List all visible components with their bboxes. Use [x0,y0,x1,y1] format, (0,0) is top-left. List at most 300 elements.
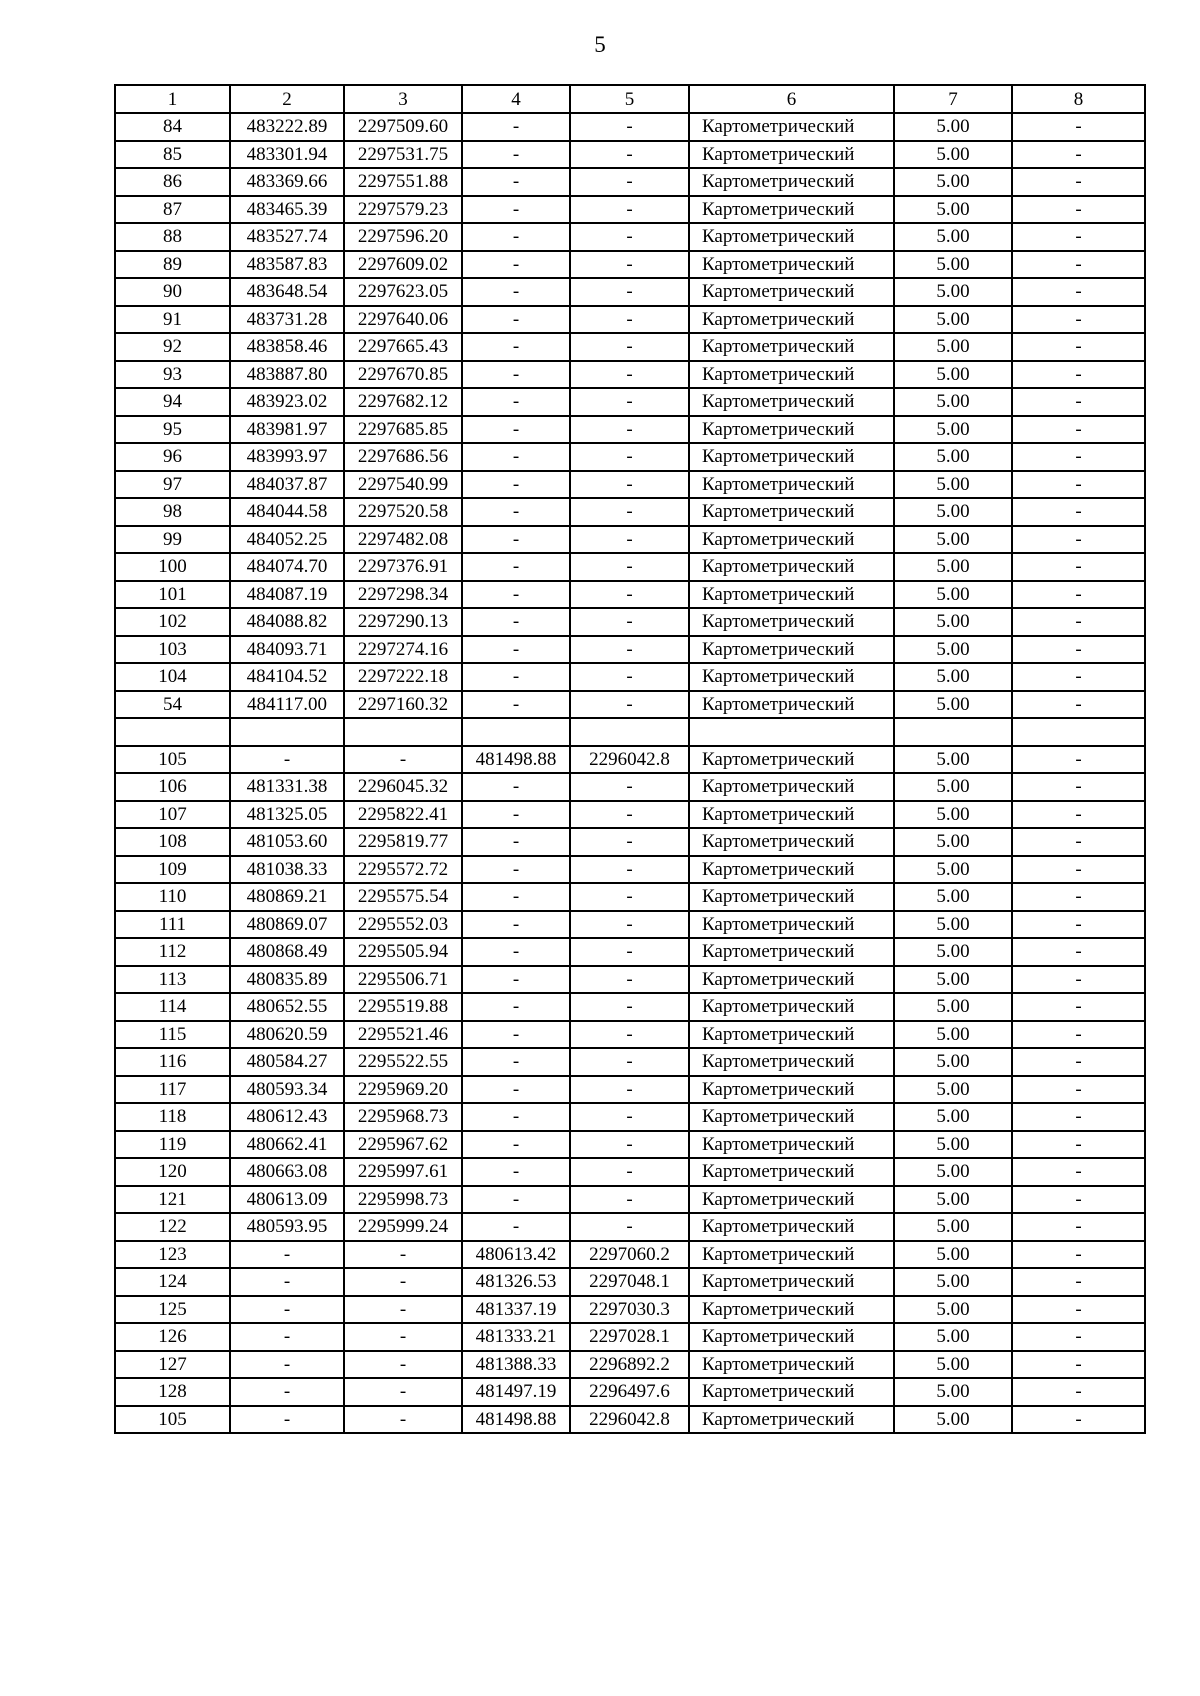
table-cell: - [1012,966,1145,994]
table-cell: 5.00 [894,361,1012,389]
table-row [115,938,1145,966]
table-cell: 5.00 [894,1076,1012,1104]
table-cell: - [1012,361,1145,389]
table-cell: Картометрический [689,1323,894,1351]
table-row [115,498,1145,526]
table-cell: 108 [115,828,230,856]
table-cell: 2297579.23 [344,196,462,224]
table-cell: 2295521.46 [344,1021,462,1049]
table-row [115,1351,1145,1379]
table-row [115,1213,1145,1241]
table-cell: - [1012,746,1145,774]
table-cell: 2295819.77 [344,828,462,856]
coordinates-table [114,84,1146,1434]
table-cell: 2296042.8 [570,1406,689,1434]
table-cell: - [462,388,570,416]
table-cell: Картометрический [689,828,894,856]
table-cell: Картометрический [689,498,894,526]
table-cell: 5.00 [894,801,1012,829]
table-cell: 95 [115,416,230,444]
table-cell: - [1012,828,1145,856]
table-cell: - [462,1021,570,1049]
table-cell: 480835.89 [230,966,344,994]
table-row [115,636,1145,664]
table-cell: 480613.09 [230,1186,344,1214]
table-cell: - [570,416,689,444]
table-cell: - [344,1323,462,1351]
table-cell: 2296497.6 [570,1378,689,1406]
table-cell: - [570,773,689,801]
table-cell: 88 [115,223,230,251]
table-cell: - [1012,333,1145,361]
table-cell: 122 [115,1213,230,1241]
table-cell: 114 [115,993,230,1021]
table-cell: 107 [115,801,230,829]
table-cell: - [344,1241,462,1269]
table-cell: 113 [115,966,230,994]
table-row [115,196,1145,224]
table-cell: 5.00 [894,113,1012,141]
table-cell: 5.00 [894,1103,1012,1131]
table-row [115,856,1145,884]
table-cell: Картометрический [689,278,894,306]
table-body [115,85,1145,1433]
table-cell: - [1012,1323,1145,1351]
table-cell: 5.00 [894,251,1012,279]
table-cell: - [570,333,689,361]
table-cell: 105 [115,1406,230,1434]
table-cell: - [570,553,689,581]
table-cell: 2297686.56 [344,443,462,471]
table-row [115,223,1145,251]
table-cell: - [462,223,570,251]
table-cell: - [1012,223,1145,251]
table-cell: - [1012,141,1145,169]
table-cell: Картометрический [689,1268,894,1296]
table-cell: - [1012,691,1145,719]
table-cell: Картометрический [689,993,894,1021]
table-cell: 2297028.1 [570,1323,689,1351]
table-cell: - [344,1268,462,1296]
table-cell: - [1012,526,1145,554]
table-cell: - [462,141,570,169]
table-row [115,1186,1145,1214]
table-cell: - [1012,911,1145,939]
table-cell: - [570,1158,689,1186]
table-cell: 2297376.91 [344,553,462,581]
table-cell: 2297030.3 [570,1296,689,1324]
table-cell: 483981.97 [230,416,344,444]
table-cell: 97 [115,471,230,499]
table-row [115,471,1145,499]
table-cell: - [570,471,689,499]
table-cell: 2297222.18 [344,663,462,691]
table-cell: 484052.25 [230,526,344,554]
table-cell: - [1012,1048,1145,1076]
table-row [115,1323,1145,1351]
table-cell: 5.00 [894,141,1012,169]
table-header-row [115,85,1145,113]
table-cell: 481038.33 [230,856,344,884]
table-cell: 483587.83 [230,251,344,279]
table-cell: - [570,1186,689,1214]
table-cell: - [1012,1351,1145,1379]
table-cell: Картометрический [689,773,894,801]
table-cell: 480613.42 [462,1241,570,1269]
table-cell: - [570,526,689,554]
table-cell: 5.00 [894,773,1012,801]
table-cell: 2295969.20 [344,1076,462,1104]
table-cell: - [570,883,689,911]
table-cell: - [1012,471,1145,499]
table-cell: 480662.41 [230,1131,344,1159]
table-row [115,361,1145,389]
table-cell: 2295552.03 [344,911,462,939]
table-cell: Картометрический [689,223,894,251]
table-cell: 2297482.08 [344,526,462,554]
table-cell: - [1012,1406,1145,1434]
table-row [115,911,1145,939]
table-cell: - [570,663,689,691]
table-cell: - [462,443,570,471]
table-cell: 2297609.02 [344,251,462,279]
table-cell: 100 [115,553,230,581]
table-cell: 5.00 [894,553,1012,581]
table-cell: - [1012,663,1145,691]
table-cell: - [462,333,570,361]
table-cell: 484037.87 [230,471,344,499]
table-cell: 481498.88 [462,1406,570,1434]
table-row [115,718,1145,746]
table-cell: 2297623.05 [344,278,462,306]
table-cell: 110 [115,883,230,911]
table-cell: 5.00 [894,526,1012,554]
table-cell: 5.00 [894,471,1012,499]
table-cell: Картометрический [689,911,894,939]
table-cell: 5.00 [894,1048,1012,1076]
header-cell: 7 [894,85,1012,113]
table-cell: Картометрический [689,1131,894,1159]
table-cell: 5.00 [894,1158,1012,1186]
table-cell: Картометрический [689,966,894,994]
table-cell: - [344,1351,462,1379]
table-cell: 2295997.61 [344,1158,462,1186]
table-cell: - [1012,278,1145,306]
table-cell: - [570,966,689,994]
table-cell: - [570,113,689,141]
table-cell: 2296892.2 [570,1351,689,1379]
table-row [115,1131,1145,1159]
table-cell: - [1012,1076,1145,1104]
table-row [115,251,1145,279]
table-cell: 5.00 [894,966,1012,994]
table-cell: 87 [115,196,230,224]
table-cell: - [570,168,689,196]
table-cell: - [462,966,570,994]
table-row [115,608,1145,636]
table-cell: 484104.52 [230,663,344,691]
table-cell: - [570,1048,689,1076]
table-cell [230,718,344,746]
table-row [115,1076,1145,1104]
header-cell: 3 [344,85,462,113]
table-cell: Картометрический [689,581,894,609]
table-cell: 5.00 [894,993,1012,1021]
table-cell: - [570,388,689,416]
table-cell: 2297596.20 [344,223,462,251]
table-cell: - [1012,553,1145,581]
table-cell: 483527.74 [230,223,344,251]
table-row [115,1378,1145,1406]
table-cell: Картометрический [689,856,894,884]
table-cell: 126 [115,1323,230,1351]
table-cell: Картометрический [689,1048,894,1076]
table-cell: 5.00 [894,333,1012,361]
table-cell: 483369.66 [230,168,344,196]
table-row [115,691,1145,719]
table-cell: 5.00 [894,443,1012,471]
table-cell: - [462,1103,570,1131]
table-cell: 111 [115,911,230,939]
table-cell: 5.00 [894,636,1012,664]
table-cell: 5.00 [894,1351,1012,1379]
table-cell: 484117.00 [230,691,344,719]
table-cell: 480869.21 [230,883,344,911]
table-cell: - [570,1131,689,1159]
table-cell: 483887.80 [230,361,344,389]
table-cell: 5.00 [894,691,1012,719]
table-cell: 484044.58 [230,498,344,526]
table-cell: - [1012,1213,1145,1241]
header-cell: 8 [1012,85,1145,113]
table-row [115,1103,1145,1131]
table-cell: - [462,553,570,581]
table-cell: 5.00 [894,1131,1012,1159]
table-cell: - [1012,938,1145,966]
table-cell: - [570,1021,689,1049]
table-row [115,1021,1145,1049]
table-cell: Картометрический [689,938,894,966]
table-cell: - [344,746,462,774]
table-cell: - [230,1241,344,1269]
table-cell: - [570,498,689,526]
table-cell: 5.00 [894,1213,1012,1241]
table-cell: 124 [115,1268,230,1296]
table-cell: 481325.05 [230,801,344,829]
table-row [115,306,1145,334]
table-cell: 2295998.73 [344,1186,462,1214]
table-cell: 86 [115,168,230,196]
table-cell: Картометрический [689,526,894,554]
table-cell: - [1012,1131,1145,1159]
table-cell: 2296042.8 [570,746,689,774]
table-cell: - [230,1406,344,1434]
table-cell: 483858.46 [230,333,344,361]
table-cell [462,718,570,746]
table-cell: 5.00 [894,883,1012,911]
table-cell: - [462,278,570,306]
table-row [115,746,1145,774]
table-cell: - [570,691,689,719]
table-cell: 2297670.85 [344,361,462,389]
table-cell: 92 [115,333,230,361]
table-cell: - [462,993,570,1021]
table-cell: - [570,993,689,1021]
table-cell: - [462,608,570,636]
table-row [115,1406,1145,1434]
table-cell: - [1012,168,1145,196]
table-cell: 90 [115,278,230,306]
table-cell: - [1012,581,1145,609]
table-cell: 2297160.32 [344,691,462,719]
table-cell: 483465.39 [230,196,344,224]
table-cell: 128 [115,1378,230,1406]
table-row [115,113,1145,141]
table-row [115,1296,1145,1324]
table-cell: - [1012,1268,1145,1296]
header-cell: 2 [230,85,344,113]
table-cell: Картометрический [689,1213,894,1241]
table-cell: - [462,251,570,279]
table-cell: 2295967.62 [344,1131,462,1159]
table-cell: 91 [115,306,230,334]
table-cell: - [230,1323,344,1351]
page-number: 5 [594,32,606,57]
table-cell: 483923.02 [230,388,344,416]
table-cell: 480652.55 [230,993,344,1021]
header-cell: 5 [570,85,689,113]
table-row [115,526,1145,554]
table-cell: - [462,168,570,196]
table-cell: Картометрический [689,608,894,636]
table-row [115,966,1145,994]
table-cell: 2297531.75 [344,141,462,169]
table-row [115,581,1145,609]
table-cell: 121 [115,1186,230,1214]
table-cell: 5.00 [894,663,1012,691]
table-cell: - [462,1048,570,1076]
table-cell: Картометрический [689,746,894,774]
table-cell: Картометрический [689,1103,894,1131]
table-cell: Картометрический [689,1186,894,1214]
table-cell: 2295505.94 [344,938,462,966]
table-cell: 5.00 [894,306,1012,334]
table-cell: Картометрический [689,1076,894,1104]
table-row [115,553,1145,581]
table-cell: 480663.08 [230,1158,344,1186]
table-cell: 2297520.58 [344,498,462,526]
table-cell [894,718,1012,746]
table-cell [344,718,462,746]
table-cell: - [570,581,689,609]
table-cell: 5.00 [894,168,1012,196]
table-cell: 2295522.55 [344,1048,462,1076]
table-cell: - [1012,1103,1145,1131]
table-cell: - [570,361,689,389]
table-cell: - [570,251,689,279]
table-cell [115,718,230,746]
table-cell: 481333.21 [462,1323,570,1351]
table-cell: 127 [115,1351,230,1379]
table-cell: - [230,1268,344,1296]
table-cell: 483731.28 [230,306,344,334]
table-cell: 484074.70 [230,553,344,581]
table-cell: 2295822.41 [344,801,462,829]
table-cell: 2297298.34 [344,581,462,609]
table-cell: 480593.34 [230,1076,344,1104]
table-cell: - [1012,443,1145,471]
table-cell: 106 [115,773,230,801]
table-cell: Картометрический [689,113,894,141]
table-cell: - [1012,1186,1145,1214]
table-cell: - [570,196,689,224]
table-cell: - [570,856,689,884]
table-cell: Картометрический [689,306,894,334]
table-cell: Картометрический [689,1296,894,1324]
table-cell: 125 [115,1296,230,1324]
table-cell: 112 [115,938,230,966]
table-cell: 5.00 [894,416,1012,444]
table-cell: 2297274.16 [344,636,462,664]
table-cell: Картометрический [689,251,894,279]
table-cell: - [462,636,570,664]
table-cell: - [344,1296,462,1324]
table-cell: - [1012,993,1145,1021]
table-cell: 481326.53 [462,1268,570,1296]
table-cell: 480593.95 [230,1213,344,1241]
table-cell: Картометрический [689,141,894,169]
table-cell: 481497.19 [462,1378,570,1406]
table-cell: 480584.27 [230,1048,344,1076]
table-cell: Картометрический [689,1158,894,1186]
table-cell: 481053.60 [230,828,344,856]
table-row [115,168,1145,196]
table-row [115,883,1145,911]
table-cell: - [462,828,570,856]
table-cell: - [1012,636,1145,664]
table-cell: Картометрический [689,196,894,224]
table-cell: - [570,608,689,636]
table-cell: - [462,1158,570,1186]
table-cell: 2297540.99 [344,471,462,499]
table-cell: 480612.43 [230,1103,344,1131]
table-cell: - [1012,498,1145,526]
table-cell: Картометрический [689,663,894,691]
table-cell: - [1012,773,1145,801]
table-cell: 5.00 [894,223,1012,251]
table-cell: - [462,361,570,389]
table-row [115,801,1145,829]
table-cell: Картометрический [689,1021,894,1049]
table-cell: 2295968.73 [344,1103,462,1131]
table-cell: 5.00 [894,388,1012,416]
table-cell: - [1012,251,1145,279]
table-cell: 480620.59 [230,1021,344,1049]
table-cell: 119 [115,1131,230,1159]
table-cell: - [462,1186,570,1214]
table-cell: - [462,663,570,691]
table-cell: - [570,911,689,939]
table-cell: - [230,1378,344,1406]
table-cell: 99 [115,526,230,554]
table-cell: 54 [115,691,230,719]
table-cell: 116 [115,1048,230,1076]
table-cell: 102 [115,608,230,636]
table-cell: - [570,1076,689,1104]
table-cell: 5.00 [894,196,1012,224]
table-row [115,1158,1145,1186]
table-cell: 105 [115,746,230,774]
